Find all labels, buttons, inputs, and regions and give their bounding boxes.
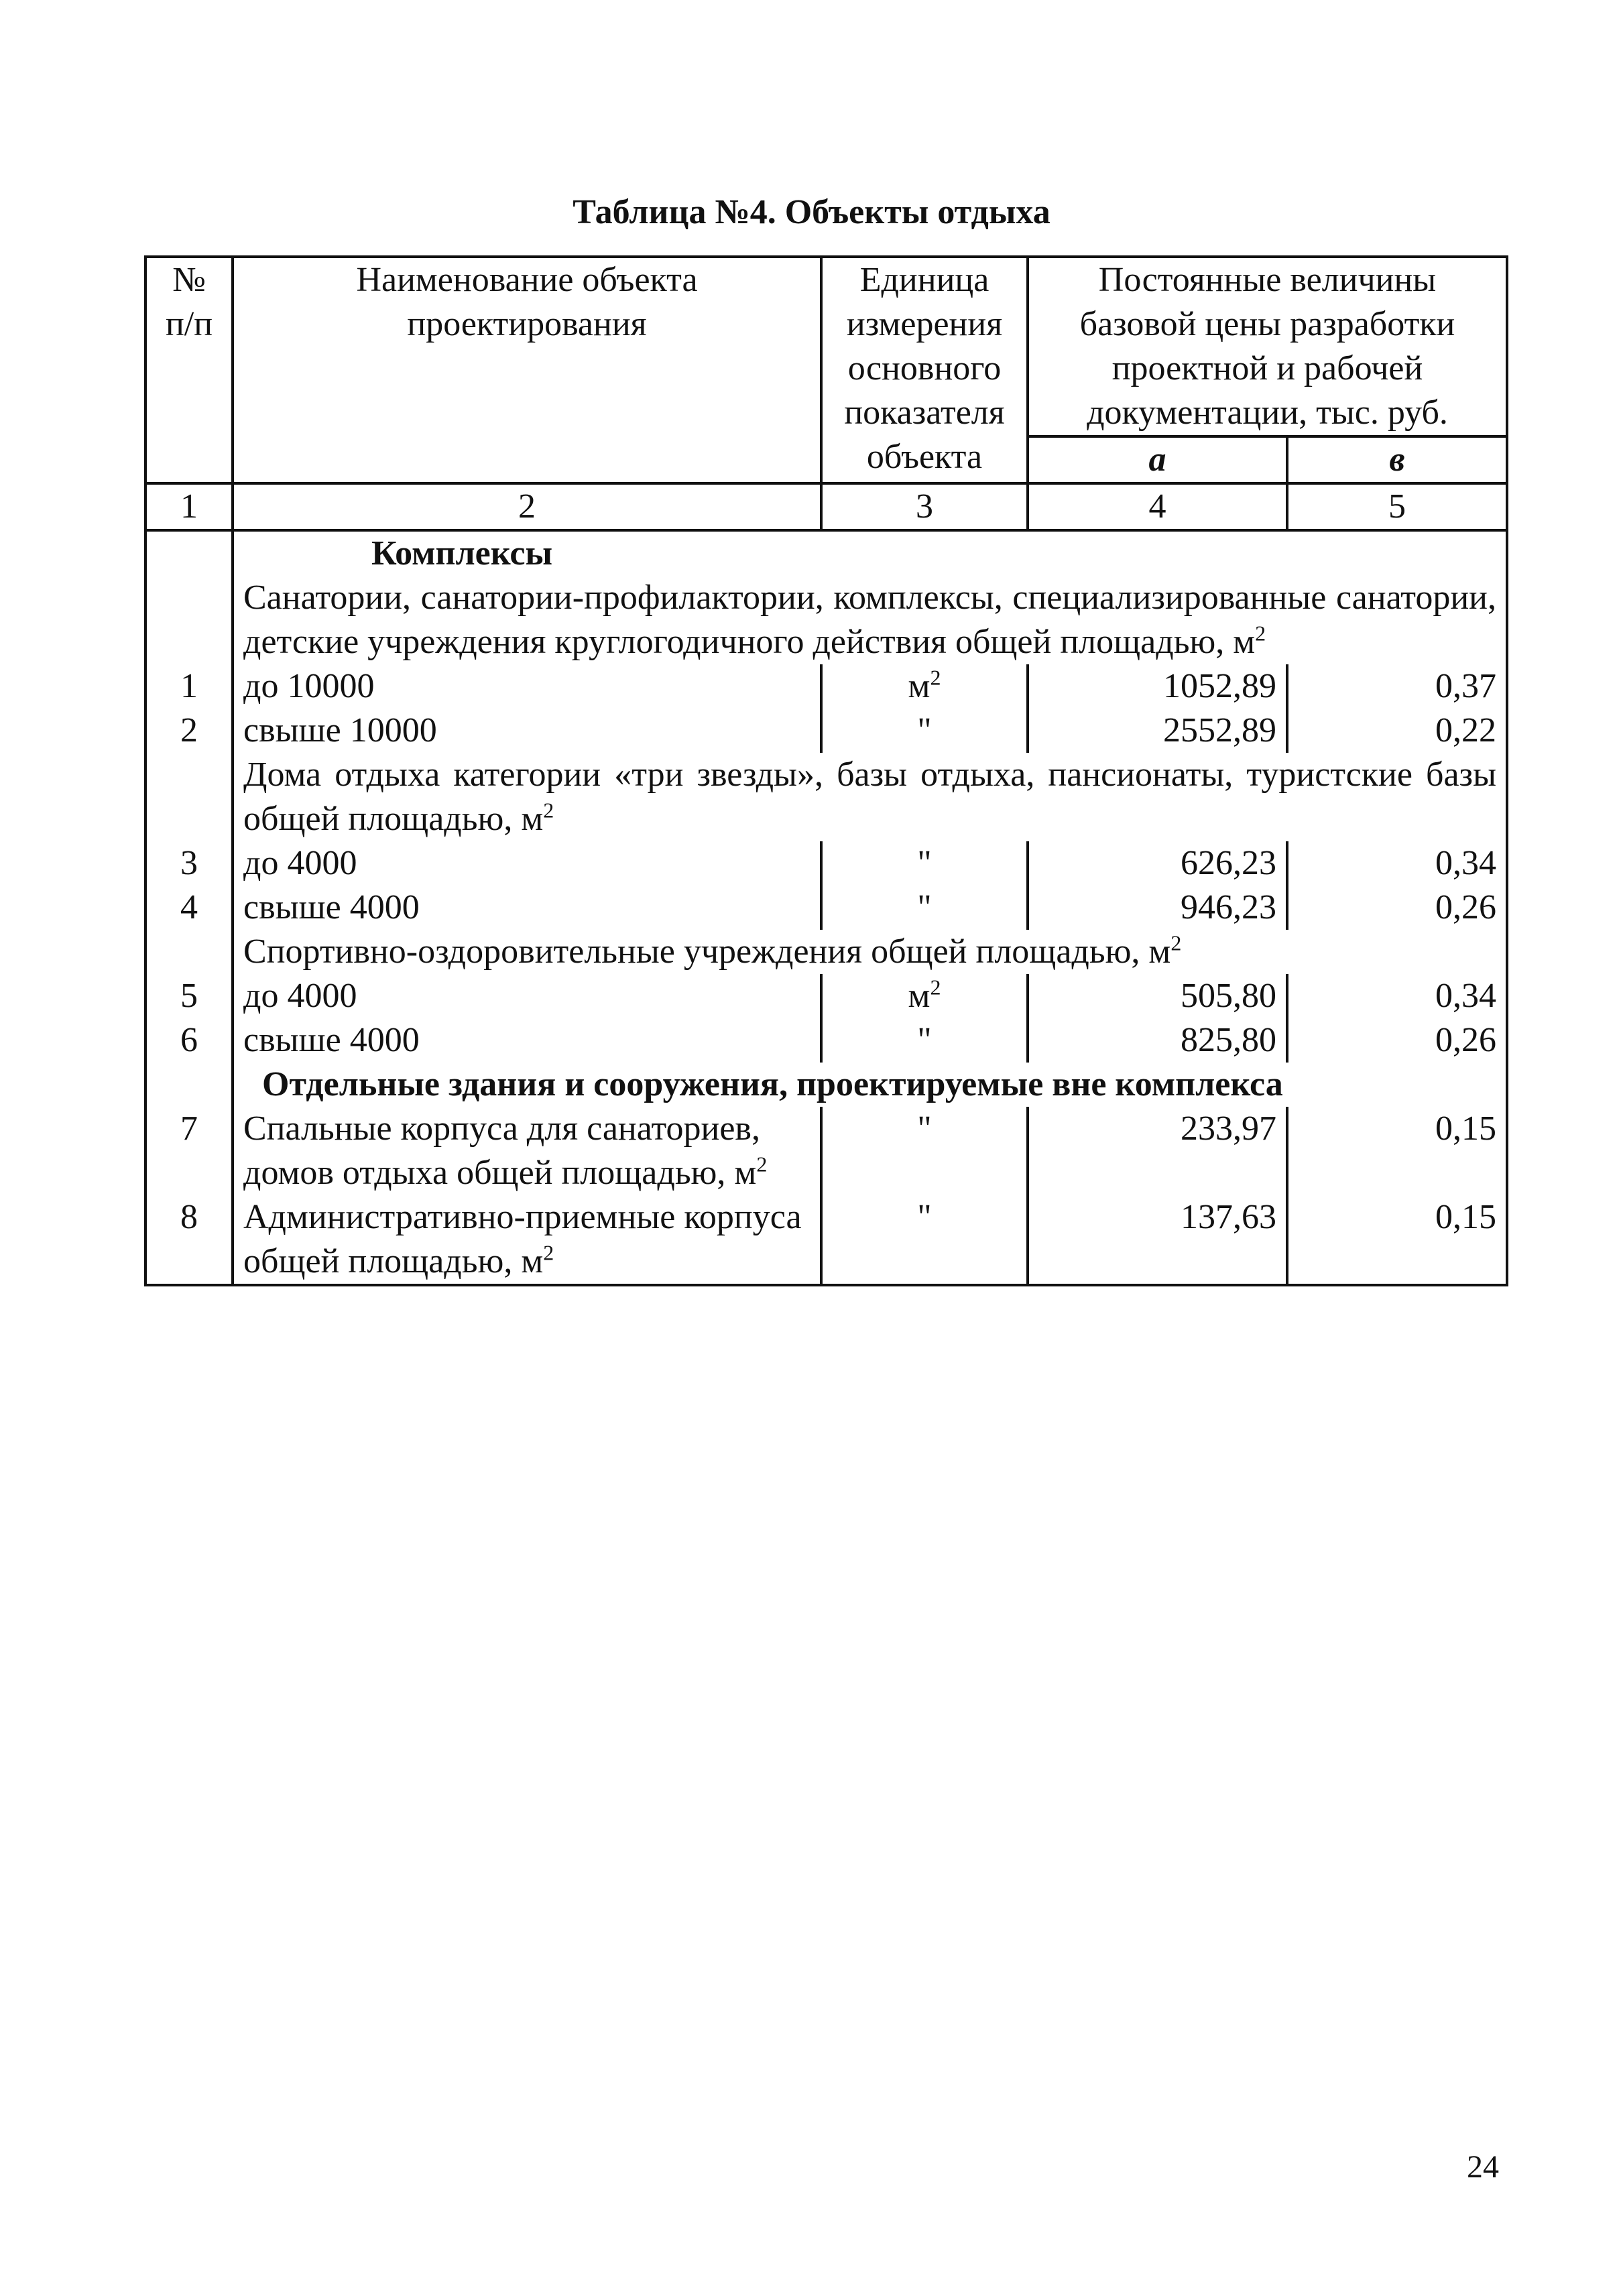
- row-name: свыше 10000: [233, 709, 821, 753]
- header-a: а: [1028, 436, 1287, 483]
- row-unit: ": [821, 1195, 1028, 1285]
- header-number: № п/п: [145, 257, 233, 483]
- row-unit: ": [821, 1107, 1028, 1195]
- row-number: 2: [145, 709, 233, 753]
- table-row: [145, 1195, 1507, 1285]
- row-unit: [821, 664, 1028, 709]
- table-row: [145, 1107, 1507, 1195]
- row-number: 7: [145, 1107, 233, 1195]
- table-title: Таблица №4. Объекты отдыха: [573, 193, 1050, 231]
- row-name: до 10000: [233, 664, 821, 709]
- row-value-a: 137,63: [1028, 1195, 1287, 1285]
- group-row: [145, 576, 1507, 664]
- table-row: [145, 974, 1507, 1018]
- unit-text: м: [908, 977, 930, 1015]
- group-row: [145, 930, 1507, 974]
- row-name: [233, 1107, 821, 1195]
- group-text: Дома отдыха категории «три звезды», базы отдыха, пансионаты, туристские базы общей площадью, м: [243, 756, 1497, 838]
- table-row: [145, 709, 1507, 753]
- table-row: [145, 664, 1507, 709]
- row-value-b: 0,34: [1287, 841, 1507, 886]
- page-number: 24: [1467, 2149, 1499, 2185]
- row-name: свыше 4000: [233, 1018, 821, 1063]
- section-row: [145, 530, 1507, 576]
- row-unit: ": [821, 841, 1028, 886]
- row-value-b: 0,26: [1287, 1018, 1507, 1063]
- row-value-b: 0,15: [1287, 1107, 1507, 1195]
- row-number: 3: [145, 841, 233, 886]
- row-unit: ": [821, 1018, 1028, 1063]
- rest-facilities-table: [144, 255, 1508, 1286]
- row-value-a: 233,97: [1028, 1107, 1287, 1195]
- table-row: [145, 1018, 1507, 1063]
- row-value-a: 505,80: [1028, 974, 1287, 1018]
- section-row: [145, 1063, 1507, 1107]
- row-value-a: 825,80: [1028, 1018, 1287, 1063]
- superscript: 2: [543, 798, 554, 823]
- group-text: Санатории, санатории-профилактории, комплексы, специализированные санатории, детские учреждения круглогодичного действия общей площадью, м: [243, 579, 1497, 661]
- header-base-price: Постоянные величины базовой цены разработки проектной и рабочей документации, тыс. руб.: [1028, 257, 1507, 436]
- row-unit: ": [821, 886, 1028, 930]
- superscript: 2: [1255, 621, 1266, 646]
- row-value-b: 0,26: [1287, 886, 1507, 930]
- superscript: 2: [543, 1240, 554, 1265]
- table-row: [145, 841, 1507, 886]
- header-b: в: [1287, 436, 1507, 483]
- row-name: до 4000: [233, 974, 821, 1018]
- row-value-b: 0,37: [1287, 664, 1507, 709]
- column-number: 4: [1028, 483, 1287, 530]
- row-value-a: 626,23: [1028, 841, 1287, 886]
- row-name: до 4000: [233, 841, 821, 886]
- group-sports: [233, 930, 1507, 974]
- unit-text: м: [908, 667, 930, 705]
- column-number: 2: [233, 483, 821, 530]
- row-name-text: Административно-приемные корпуса общей площадью, м: [243, 1198, 802, 1280]
- row-value-b: 0,34: [1287, 974, 1507, 1018]
- group-text: Спортивно-оздоровительные учреждения общей площадью, м: [243, 932, 1171, 971]
- row-value-a: 946,23: [1028, 886, 1287, 930]
- table-row: [145, 886, 1507, 930]
- row-name-text: Спальные корпуса для санаториев, домов отдыха общей площадью, м: [243, 1109, 760, 1192]
- row-value-b: 0,15: [1287, 1195, 1507, 1285]
- row-name: свыше 4000: [233, 886, 821, 930]
- header-unit: Единица измерения основного показателя объекта: [821, 257, 1028, 483]
- superscript: 2: [930, 665, 941, 690]
- row-number: 1: [145, 664, 233, 709]
- row-number: 5: [145, 974, 233, 1018]
- row-unit: ": [821, 709, 1028, 753]
- section-separate: Отдельные здания и сооружения, проектируемые вне комплекса: [233, 1063, 1507, 1107]
- superscript: 2: [930, 975, 941, 1000]
- row-value-a: 1052,89: [1028, 664, 1287, 709]
- row-unit: [821, 974, 1028, 1018]
- group-row: [145, 753, 1507, 841]
- column-number: 1: [145, 483, 233, 530]
- row-number: 8: [145, 1195, 233, 1285]
- superscript: 2: [1170, 930, 1182, 955]
- column-number: 3: [821, 483, 1028, 530]
- superscript: 2: [756, 1152, 768, 1176]
- group-rest-homes: [233, 753, 1507, 841]
- header-object-name: Наименование объекта проектирования: [233, 257, 821, 483]
- row-name: [233, 1195, 821, 1285]
- row-value-b: 0,22: [1287, 709, 1507, 753]
- column-number: 5: [1287, 483, 1507, 530]
- section-complexes: Комплексы: [233, 530, 1507, 576]
- row-number: 4: [145, 886, 233, 930]
- row-value-a: 2552,89: [1028, 709, 1287, 753]
- column-number-row: [145, 483, 1507, 530]
- group-sanatoria: [233, 576, 1507, 664]
- row-number: 6: [145, 1018, 233, 1063]
